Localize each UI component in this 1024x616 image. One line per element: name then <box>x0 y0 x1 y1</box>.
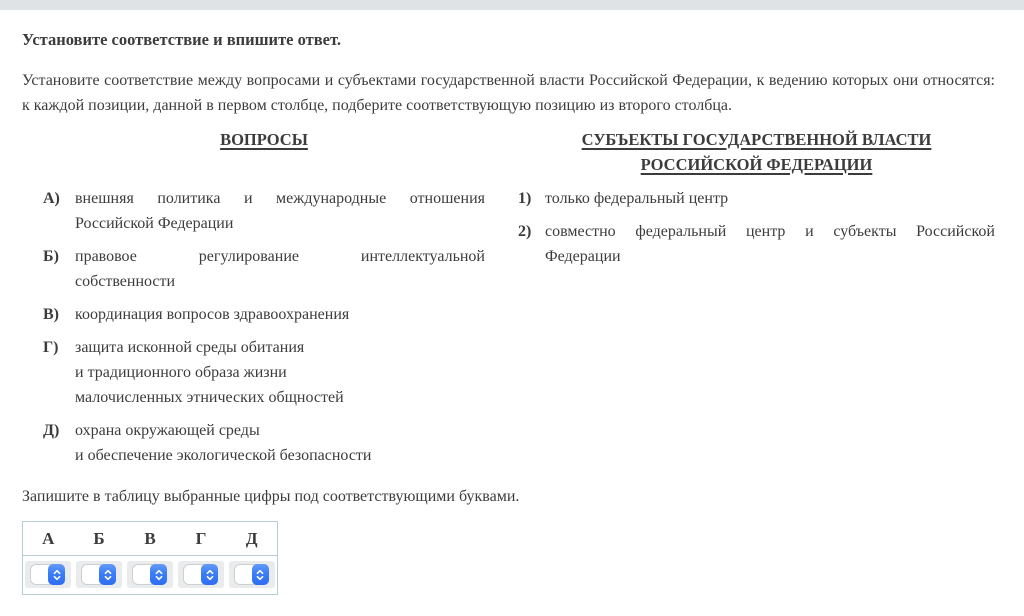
subjects-list <box>518 186 995 277</box>
subject-item-1 <box>518 186 995 211</box>
subject-text: только федеральный центр <box>545 190 729 207</box>
question-label: Г) <box>43 339 59 356</box>
answer-header-cell-v: В <box>125 522 176 556</box>
subject-text: совместно федеральный центр и субъекты Российской Федерации <box>545 223 995 265</box>
answer-stepper-b[interactable] <box>76 561 122 588</box>
question-text: внешняя политика и международные отношения Российской Федерации <box>75 190 485 232</box>
question-item-v <box>22 302 485 327</box>
stepper-up-down-icon <box>53 569 61 581</box>
stepper-up-down-icon <box>155 569 163 581</box>
stepper-up-down-icon <box>256 569 264 581</box>
stepper-button-v[interactable] <box>150 564 167 585</box>
matching-area <box>22 186 995 476</box>
question-label: Б) <box>43 248 59 265</box>
subject-label: 1) <box>518 190 532 207</box>
instruction-text: Запишите в таблицу выбранные цифры под соответствующими буквами. <box>22 488 520 505</box>
answer-stepper-a[interactable] <box>25 561 71 588</box>
answer-stepper-g[interactable] <box>178 561 224 588</box>
answer-header-cell-b: Б <box>74 522 125 556</box>
answer-input-cell <box>74 556 125 595</box>
question-item-g <box>22 335 485 410</box>
task-page <box>0 27 1024 595</box>
stepper-up-down-icon <box>206 569 214 581</box>
question-label: В) <box>43 306 59 323</box>
answer-table <box>22 521 278 595</box>
questions-column-header: ВОПРОСЫ <box>220 130 308 149</box>
subject-item-2 <box>518 219 995 269</box>
answer-stepper-d[interactable] <box>229 561 275 588</box>
question-text: защита исконной среды обитания и традиционного образа жизни малочисленных этнических общностей <box>75 339 344 406</box>
answer-stepper-v[interactable] <box>127 561 173 588</box>
question-text: охрана окружающей среды и обеспечение экологической безопасности <box>75 422 372 464</box>
answer-input-cell <box>125 556 176 595</box>
column-headers <box>22 127 995 177</box>
question-label: Д) <box>43 422 60 439</box>
subjects-column-header: СУБЪЕКТЫ ГОСУДАРСТВЕННОЙ ВЛАСТИ РОССИЙСКОЙ ФЕДЕРАЦИИ <box>581 130 932 174</box>
question-item-d <box>22 418 485 468</box>
intro-paragraph: Установите соответствие между вопросами и субъектами государственной власти Российской Федерации, к ведению которых они относятся: к каждой позиции, данной в первом столбце, подберите соответствующую позицию из второго столбца. <box>22 72 995 114</box>
answer-header-cell-g: Г <box>176 522 227 556</box>
answer-header-row <box>23 522 278 556</box>
answer-input-cell <box>176 556 227 595</box>
stepper-up-down-icon <box>104 569 112 581</box>
question-item-b <box>22 244 485 294</box>
questions-list <box>22 186 485 476</box>
stepper-button-a[interactable] <box>48 564 65 585</box>
page-title: Установите соответствие и впишите ответ. <box>22 30 341 49</box>
question-text: правовое регулирование интеллектуальной собственности <box>75 248 485 290</box>
stepper-button-b[interactable] <box>99 564 116 585</box>
answer-input-cell <box>23 556 74 595</box>
subject-label: 2) <box>518 223 532 240</box>
question-label: А) <box>43 190 60 207</box>
answer-header-cell-d: Д <box>227 522 278 556</box>
answer-input-row <box>23 556 278 595</box>
answer-header-cell-a: А <box>23 522 74 556</box>
stepper-button-d[interactable] <box>252 564 269 585</box>
stepper-button-g[interactable] <box>201 564 218 585</box>
answer-input-cell <box>227 556 278 595</box>
question-text: координация вопросов здравоохранения <box>75 306 350 323</box>
question-item-a <box>22 186 485 236</box>
top-bar <box>0 0 1024 10</box>
